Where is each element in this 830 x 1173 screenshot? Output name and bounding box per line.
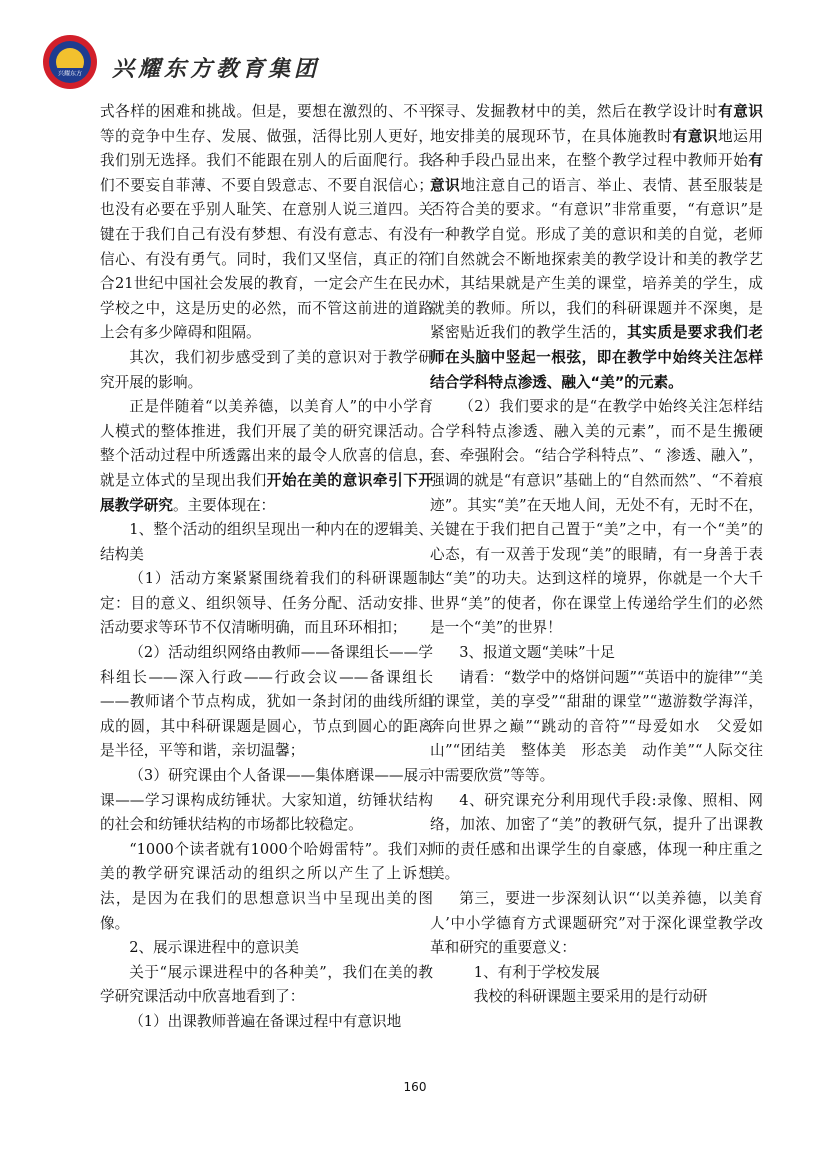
section-heading: 1、整个活动的组织呈现出一种内在的逻辑美、结构美 — [100, 521, 433, 563]
paragraph: 我校的科研课题主要采用的是行动研 — [473, 988, 708, 1006]
right-column — [430, 100, 763, 1010]
bold-emphasis: 有意识 — [430, 152, 763, 194]
paragraph: “1000个读者就有1000个哈姆雷特”。我们对美的教学研究课活动的组织之所以产生了上诉想法，是因为在我们的思想意识当中呈现出美的图像。 — [100, 840, 433, 932]
left-column — [100, 100, 433, 1035]
paragraph: （2）活动组织网络由教师——备课组长——学科组长——深入行政——行政会议——备课组长——教师诸个节点构成，犹如一条封闭的曲线所組成的圆，其中科研课题是圆心，节点到圆心的距离是半径，平等和谐，亲切温馨； — [100, 644, 433, 760]
paragraph: （1）活动方案紧紧围绕着我们的科研课题制定：目的意义、组织领导、任务分配、活动安排、活动要求等环节不仅清晰明确，而且环环相扣； — [100, 570, 433, 637]
paragraph: （1）出课教师普遍在备课过程中有意识地 — [129, 1012, 402, 1030]
paragraph: （2）我们要求的是“在教学中始终关注怎样结合学科特点渗透、融入美的元素”，而不是生搬硬套、牵强附会。“结合学科特点”、“ 渗透、融入”，强调的就是“有意识”基础上的“自然而然”、“不着痕迹”。其实“美”在天地人间，无处不有，无时不在，关键在于我们把自己置于“美”之中，有一个“美”的心态，有一双善于发现“美”的眼睛，有一身善于表达“美”的功夫。达到这样的境界，你就是一个大千世界“美”的使者，你在课堂上传递给学生们的必然是一个“美”的世界！ — [430, 398, 763, 637]
section-heading: 2、展示课进程中的意识美 — [129, 939, 300, 957]
paragraph: 其次，我们初步感受到了美的意识对于教学研究开展的影响。 — [100, 348, 433, 391]
paragraph: 探寻、发掘教材中的美，然后在教学设计时有意识地安排美的展现环节，在具体施教时有意识地运用各种手段凸显出来，在整个教学过程中教师开始有意识地注意自己的语言、举止、表情、甚至服装是否符合美的要求。“有意识”非常重要，“有意识”是一种教学自觉。形成了美的意识和美的自觉，老师们自然就会不断地探索美的教学设计和美的教学艺术，其结果就是产生美的课堂，培养美的学生，成就美的教师。所以，我们的科研课题并不深奥，是紧密贴近我们的教学生活的，其实质是要求我们老师在头脑中竖起一根弦，即在教学中始终关注怎样结合学科特点渗透、融入“美”的元素。 — [430, 103, 763, 391]
paragraph: 关于“展示课进程中的各种美”，我们在美的教学研究课活动中欣喜地看到了： — [100, 963, 433, 1006]
paragraph: 请看：“数学中的烙饼问题”“英语中的旋律”“美的课堂，美的享受”“甜甜的课堂”“遨游数学海洋，奔向世界之巅”“跳动的音符”“母爱如水 父爱如山”“团结美 整体美 形态美 动作美”“人际交往中需要欣赏”等等。 — [430, 668, 763, 785]
bold-emphasis: 有意识 — [672, 127, 719, 145]
bold-emphasis: 开始在美的意识牵引下开展教学研究 — [100, 471, 433, 514]
page-number: 160 — [403, 1080, 427, 1094]
page-header — [42, 34, 802, 90]
paragraph: 第三，要进一步深刻认识“‘以美养德，以美育人’中小学德育方式课题研究”对于深化课堂教学改革和研究的重要意义： — [430, 890, 763, 957]
paragraph: 4、研究课充分利用现代手段:录像、照相、网络，加浓、加密了“美”的教研气氛，提升了出课教师的责任感和出课学生的自豪感，体现一种庄重之美。 — [430, 791, 763, 883]
organization-name: 兴耀东方教育集团 — [112, 56, 321, 82]
svg-text:兴耀东方: 兴耀东方 — [57, 70, 83, 78]
bold-emphasis: 其实质是要求我们老师在头脑中竖起一根弦，即在教学中始终关注怎样结合学科特点渗透、融入“美”的元素。 — [430, 324, 763, 391]
paragraph: （3）研究课由个人备课——集体磨课——展示课——学习课构成纺锤状。大家知道，纺锤状结构的社会和纺锤状结构的市场都比较稳定。 — [100, 767, 433, 834]
paragraph: 正是伴随着“以美养德，以美育人”的中小学育人模式的整体推进，我们开展了美的研究课活动。整个活动过程中所透露出来的最令人欣喜的信息，就是立体式的呈现出我们开始在美的意识牵引下开展教学研究。主要体现在： — [100, 398, 433, 514]
section-heading: 3、报道文题“美味”十足 — [459, 644, 615, 662]
school-emblem-icon — [42, 34, 98, 90]
section-heading: 1、有利于学校发展 — [473, 963, 600, 981]
bold-emphasis: 有意识 — [718, 103, 763, 120]
paragraph: 式各样的困难和挑战。但是，要想在激烈的、不平等的竞争中生存、发展、做强，活得比别人更好，我们别无选择。我们不能跟在别人的后面爬行。我们不要妄自菲薄、不要自毁意志、不要自泯信心；也没有必要在乎别人耻笑、在意别人说三道四。关键在于我们自己有没有梦想、有没有意志、有没有信心、有没有勇气。同时，我们又坚信，真正的符合21世纪中国社会发展的教育，一定会产生在民办学校之中，这是历史的必然，而不管这前进的道路上会有多少障碍和阻隔。 — [100, 103, 433, 342]
